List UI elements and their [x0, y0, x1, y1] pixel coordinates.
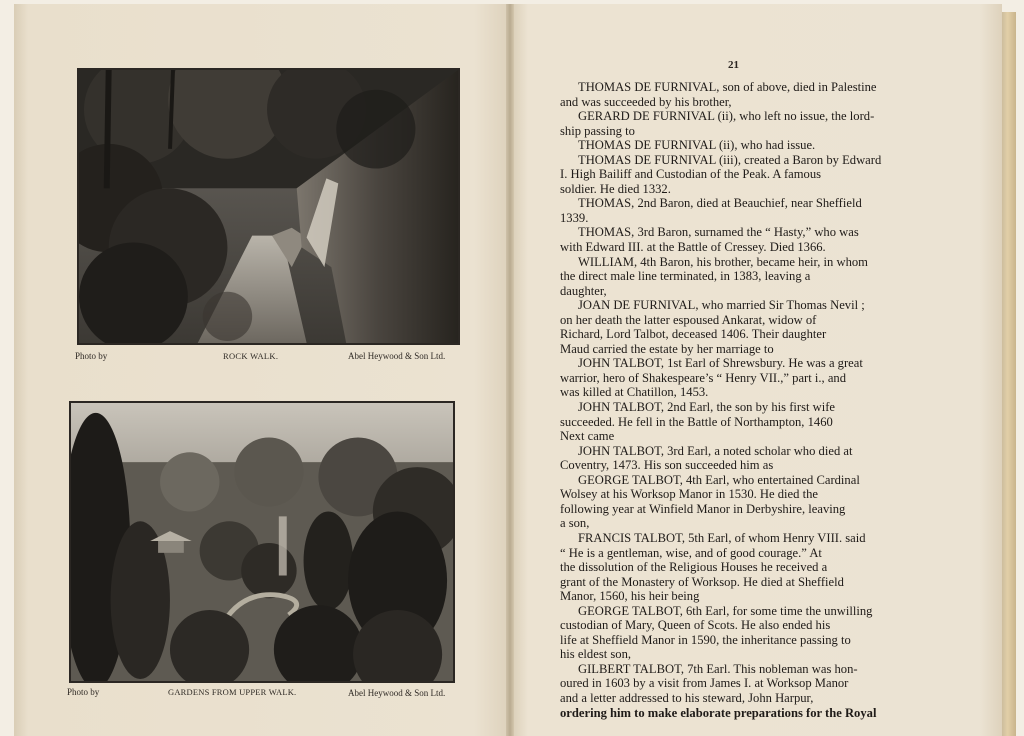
photo1-title: ROCK WALK.	[223, 351, 279, 361]
text-line: GERARD DE FURNIVAL (ii), who left no issue, the lord-	[578, 109, 875, 124]
gardens-photo	[69, 401, 455, 683]
text-line: warrior, hero of Shakespeare’s “ Henry VII.,” part i., and	[560, 370, 847, 385]
photo2-title: GARDENS FROM UPPER WALK.	[168, 687, 297, 697]
photo2-publisher: Abel Heywood & Son Ltd.	[348, 688, 446, 698]
text-line: I. High Bailiff and Custodian of the Peak. A famous	[560, 167, 822, 182]
text-line: THOMAS DE FURNIVAL (iii), created a Baron by Edward	[578, 152, 882, 167]
text-line: custodian of Mary, Queen of Scots. He also ended his	[560, 618, 831, 633]
text-line: the dissolution of the Religious Houses he received a	[560, 560, 828, 575]
rock-walk-photo	[77, 68, 460, 345]
photo2-credit-label: Photo by	[67, 687, 100, 697]
text-line: daughter,	[560, 283, 607, 298]
text-line: ship passing to	[560, 123, 635, 138]
text-line: GILBERT TALBOT, 7th Earl. This nobleman was hon-	[578, 661, 858, 676]
text-line: the direct male line terminated, in 1383, leaving a	[560, 269, 811, 284]
photo1-publisher: Abel Heywood & Son Ltd.	[348, 351, 446, 361]
text-line: oured in 1603 by a visit from James I. at Worksop Manor	[560, 676, 849, 691]
text-line: GEORGE TALBOT, 4th Earl, who entertained Cardinal	[578, 472, 860, 487]
text-line: was killed at Chatillon, 1453.	[560, 385, 709, 400]
text-line: JOHN TALBOT, 1st Earl of Shrewsbury. He was a great	[578, 356, 863, 371]
text-line: JOHN TALBOT, 3rd Earl, a noted scholar who died at	[578, 443, 853, 458]
text-line: GEORGE TALBOT, 6th Earl, for some time the unwilling	[578, 603, 873, 618]
text-line: THOMAS DE FURNIVAL (ii), who had issue.	[578, 138, 816, 153]
text-line: on her death the latter espoused Ankarat, widow of	[560, 312, 817, 327]
rock-walk-image	[79, 70, 458, 343]
text-line: ordering him to make elaborate preparations for the Royal	[560, 705, 877, 720]
page-number: 21	[728, 59, 739, 71]
gardens-image	[71, 403, 453, 681]
text-line: Next came	[560, 429, 615, 444]
text-line: “ He is a gentleman, wise, and of good courage.” At	[560, 545, 822, 560]
text-line: THOMAS DE FURNIVAL, son of above, died in Palestine	[578, 80, 877, 94]
text-line: Wolsey at his Worksop Manor in 1530. He died the	[560, 487, 818, 502]
genealogy-text	[560, 80, 948, 720]
text-line: following year at Winfield Manor in Derbyshire, leaving	[560, 501, 846, 516]
text-line: life at Sheffield Manor in 1590, the inheritance passing to	[560, 632, 851, 647]
text-line: with Edward III. at the Battle of Cressey. Died 1366.	[560, 240, 826, 255]
page-edges	[1002, 12, 1016, 736]
text-line: Maud carried the estate by her marriage to	[560, 341, 774, 356]
text-line: his eldest son,	[560, 647, 632, 662]
photo1-credit-label: Photo by	[75, 351, 108, 361]
text-line: a son,	[560, 516, 590, 531]
text-line: Manor, 1560, his heir being	[560, 589, 700, 604]
text-line: Coventry, 1473. His son succeeded him as	[560, 458, 774, 473]
book-gutter	[506, 4, 514, 736]
text-line: JOAN DE FURNIVAL, who married Sir Thomas Nevil ;	[578, 298, 865, 313]
text-line: THOMAS, 3rd Baron, surnamed the “ Hasty,” who was	[578, 225, 859, 240]
text-line: grant of the Monastery of Worksop. He died at Sheffield	[560, 574, 844, 589]
text-line: and was succeeded by his brother,	[560, 94, 732, 109]
text-line: FRANCIS TALBOT, 5th Earl, of whom Henry VIII. said	[578, 530, 866, 545]
text-line: and a letter addressed to his steward, John Harpur,	[560, 690, 814, 705]
text-line: Richard, Lord Talbot, deceased 1406. Their daughter	[560, 327, 827, 342]
text-line: succeeded. He fell in the Battle of Northampton, 1460	[560, 414, 833, 429]
text-line: soldier. He died 1332.	[560, 181, 671, 196]
text-line: 1339.	[560, 210, 589, 225]
text-line: WILLIAM, 4th Baron, his brother, became heir, in whom	[578, 254, 868, 269]
text-line: THOMAS, 2nd Baron, died at Beauchief, near Sheffield	[578, 196, 862, 211]
text-line: JOHN TALBOT, 2nd Earl, the son by his first wife	[578, 400, 836, 415]
